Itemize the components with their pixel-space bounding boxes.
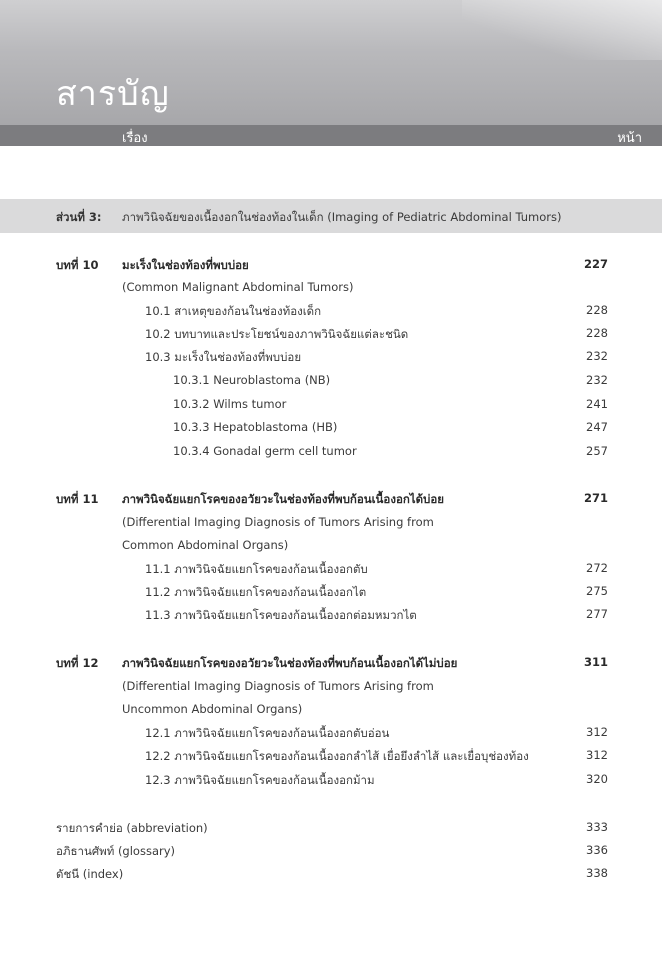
chapter-page: 227 <box>583 257 608 271</box>
toc-page: 257 <box>586 444 608 458</box>
chapter-title[interactable]: ภาพวินิจฉัยแยกโรคของอวัยวะในช่องท้องที่พบก้อนเนื้องอกได้ไม่บ่อย <box>122 656 458 670</box>
chapter-subtitle: (Differential Imaging Diagnosis of Tumors Arising from <box>122 515 434 529</box>
toc-page: 320 <box>586 772 608 786</box>
toc-subsection[interactable]: 10.3.2 Wilms tumor <box>173 397 287 411</box>
toc-page: 275 <box>586 584 608 598</box>
toc-page: 333 <box>586 820 608 834</box>
toc-page: 277 <box>586 607 608 621</box>
back-matter-item[interactable]: อภิธานศัพท์ (glossary) <box>56 844 176 858</box>
part-title: ภาพวินิจฉัยของเนื้องอกในช่องท้องในเด็ก (Imaging of Pediatric Abdominal Tumors) <box>122 210 562 224</box>
chapter-label: บทที่ 11 <box>56 492 99 506</box>
toc-subsection[interactable]: 10.3.3 Hepatoblastoma (HB) <box>173 420 338 434</box>
toc-section[interactable]: 10.1 สาเหตุของก้อนในช่องท้องเด็ก <box>145 304 322 318</box>
toc-section[interactable]: 12.3 ภาพวินิจฉัยแยกโรคของก้อนเนื้องอกม้าม <box>145 773 375 787</box>
chapter-subtitle: (Differential Imaging Diagnosis of Tumors Arising from <box>122 679 434 693</box>
column-header-topic: เรื่อง <box>122 131 148 146</box>
toc-section[interactable]: 10.2 บทบาทและประโยชน์ของภาพวินิจฉัยแต่ละชนิด <box>145 327 409 341</box>
toc-section[interactable]: 12.2 ภาพวินิจฉัยแยกโรคของก้อนเนื้องอกลำไส้ เยื่อยึงลำไส้ และเยื่อบุช่องท้อง <box>145 749 529 763</box>
toc-page: 241 <box>586 397 608 411</box>
back-matter-item[interactable]: รายการคำย่อ (abbreviation) <box>56 821 208 835</box>
toc-section[interactable]: 10.3 มะเร็งในช่องท้องที่พบบ่อย <box>145 350 302 364</box>
toc-section[interactable]: 12.1 ภาพวินิจฉัยแยกโรคของก้อนเนื้องอกตับอ่อน <box>145 726 390 740</box>
part-number: ส่วนที่ 3: <box>56 210 102 224</box>
chapter-page: 311 <box>583 655 608 669</box>
toc-page: 312 <box>586 725 608 739</box>
toc-page: 338 <box>586 866 608 880</box>
chapter-subtitle: (Common Malignant Abdominal Tumors) <box>122 280 354 294</box>
column-header-page: หน้า <box>617 131 642 146</box>
toc-page: 232 <box>586 349 608 363</box>
toc-page: 336 <box>586 843 608 857</box>
toc-page: 312 <box>586 748 608 762</box>
chapter-label: บทที่ 10 <box>56 258 99 272</box>
page-title: สารบัญ <box>56 74 170 114</box>
chapter-page: 271 <box>583 491 608 505</box>
toc-page: 228 <box>586 303 608 317</box>
chapter-subtitle: Uncommon Abdominal Organs) <box>122 702 303 716</box>
toc-subsection[interactable]: 10.3.4 Gonadal germ cell tumor <box>173 444 357 458</box>
toc-page: 247 <box>586 420 608 434</box>
toc-page: 228 <box>586 326 608 340</box>
back-matter-item[interactable]: ดัชนี (index) <box>56 867 124 881</box>
toc-page: 232 <box>586 373 608 387</box>
toc-section[interactable]: 11.3 ภาพวินิจฉัยแยกโรคของก้อนเนื้องอกต่อมหมวกไต <box>145 608 417 622</box>
toc-subsection[interactable]: 10.3.1 Neuroblastoma (NB) <box>173 373 331 387</box>
toc-page: 272 <box>586 561 608 575</box>
chapter-title[interactable]: มะเร็งในช่องท้องที่พบบ่อย <box>122 258 249 272</box>
chapter-title[interactable]: ภาพวินิจฉัยแยกโรคของอวัยวะในช่องท้องที่พบก้อนเนื้องอกได้บ่อย <box>122 492 445 506</box>
chapter-subtitle: Common Abdominal Organs) <box>122 538 289 552</box>
chapter-label: บทที่ 12 <box>56 656 99 670</box>
toc-section[interactable]: 11.2 ภาพวินิจฉัยแยกโรคของก้อนเนื้องอกไต <box>145 585 367 599</box>
toc-section[interactable]: 11.1 ภาพวินิจฉัยแยกโรคของก้อนเนื้องอกตับ <box>145 562 368 576</box>
